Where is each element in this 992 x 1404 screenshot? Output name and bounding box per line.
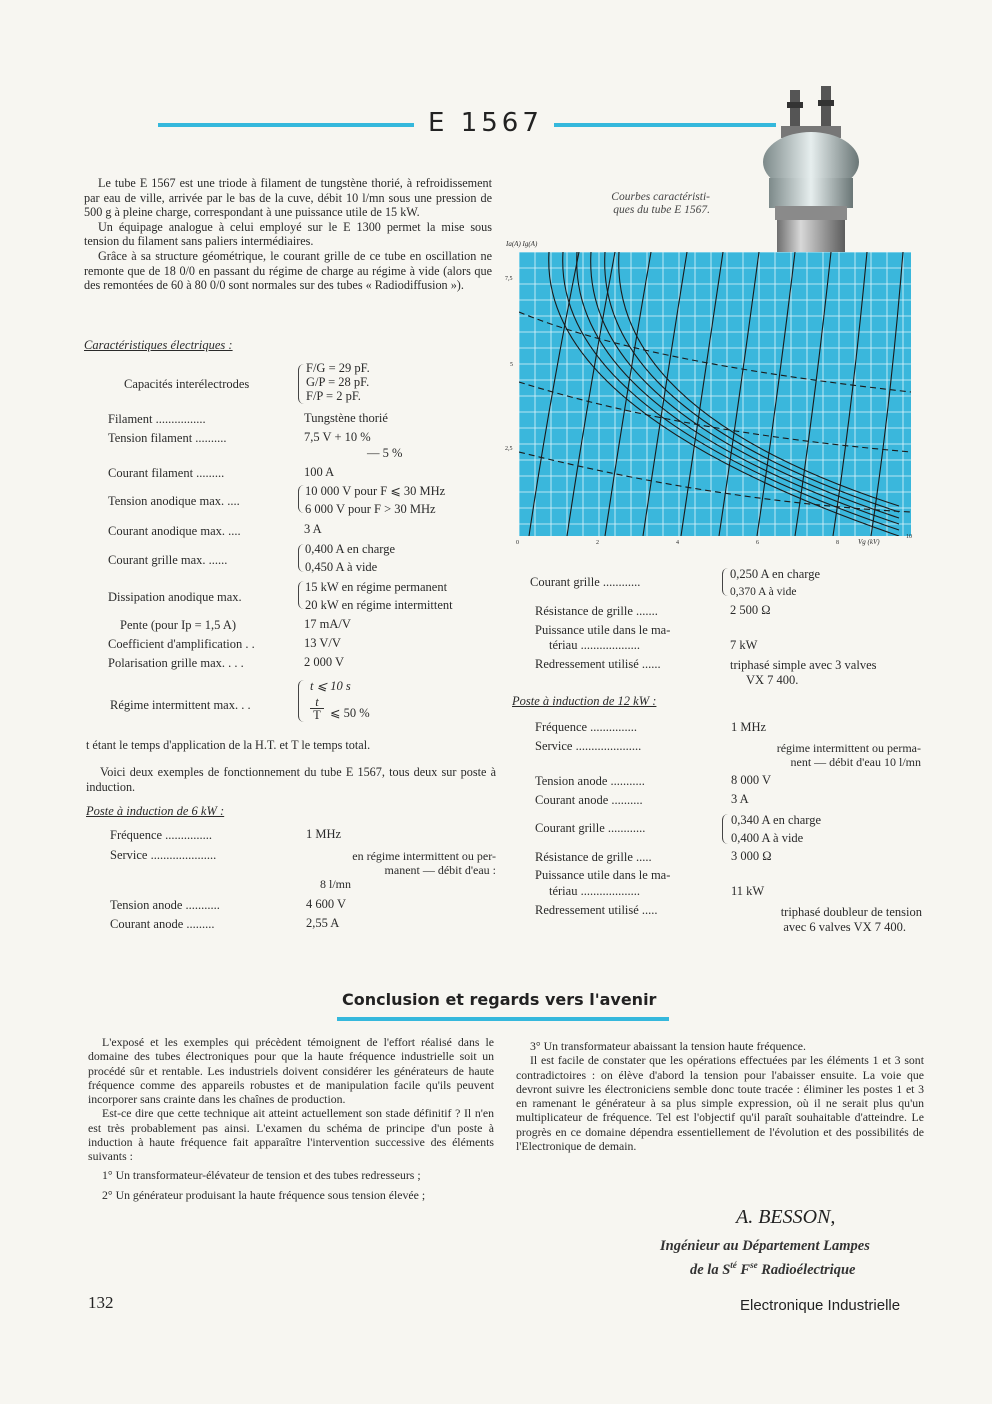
capacity-value: F/P = 2 pF. bbox=[306, 389, 361, 403]
poste6-tension-label: Tension anode ........... bbox=[110, 898, 220, 912]
company-sup: se bbox=[750, 1260, 758, 1270]
header-rule-right bbox=[554, 123, 776, 127]
examples-intro bbox=[86, 765, 496, 794]
conclusion-paragraph: 1° Un transformateur-élévateur de tension et des tubes redresseurs ; bbox=[102, 1167, 421, 1182]
tension-anodique-label: Tension anodique max. .... bbox=[108, 494, 240, 508]
conclusion-paragraph: 2° Un générateur produisant la haute fréquence sous tension élevée ; bbox=[102, 1187, 426, 1202]
company-text: Radioélectrique bbox=[757, 1261, 856, 1278]
p12-courant-grille-value: 0,400 A à vide bbox=[731, 831, 804, 845]
company-text: F bbox=[736, 1261, 751, 1278]
p12-redressement-label: Redressement utilisé ..... bbox=[535, 903, 658, 917]
brace bbox=[722, 814, 728, 844]
intro-paragraph: Le tube E 1567 est une triode à filament de tungstène thorié, à refroidissement par eau de ville, arrivée par le bas de la cuve, débit 10 l/mn sous une pression de 500 g à pleine charge, correspondant à une puissance utile de 15 kW. bbox=[84, 176, 492, 220]
poste6-service-value bbox=[304, 849, 496, 891]
brace bbox=[298, 581, 304, 609]
p6c-resistance-label: Résistance de grille ....... bbox=[535, 604, 658, 618]
p12-courant-grille-label: Courant grille ............ bbox=[535, 821, 646, 835]
graph-curves bbox=[519, 252, 911, 536]
poste6-service-label: Service ..................... bbox=[110, 848, 217, 862]
filament-label: Filament ................ bbox=[108, 412, 206, 426]
coefficient-label: Coefficient d'amplification . . bbox=[108, 637, 255, 651]
p12-puissance-label-1: Puissance utile dans le ma- bbox=[535, 868, 671, 882]
regime-value-2: ⩽ 50 % bbox=[330, 706, 370, 720]
poste6-heading: Poste à induction de 6 kW : bbox=[86, 804, 225, 818]
p6c-puissance-value: 7 kW bbox=[730, 638, 758, 652]
conclusion-right bbox=[516, 1039, 924, 1153]
service-line: régime intermittent ou perma- bbox=[776, 741, 921, 755]
graph-x-tick: 6 bbox=[756, 540, 759, 546]
courant-anodique-value: 3 A bbox=[304, 522, 322, 536]
service-line: 8 l/mn bbox=[320, 877, 352, 891]
anode-curve bbox=[605, 252, 651, 536]
graph-x-tick: 0 bbox=[516, 540, 519, 546]
brace bbox=[722, 568, 728, 596]
service-line: en régime intermittent ou per- bbox=[352, 849, 496, 863]
p6c-puissance-label-1: Puissance utile dans le ma- bbox=[535, 623, 671, 637]
anode-curve bbox=[681, 252, 723, 536]
courant-filament-value: 100 A bbox=[304, 465, 335, 479]
conclusion-paragraph: L'exposé et les exemples qui précèdent témoignent de l'effort réalisé dans le domaine des tubes électroniques pour que la haute fréquence industrielle soit un procédé sûr et rentable. Les industriels doivent considérer les générateurs de haute fréquence comme des appareils robustes et de manipulation facile qu'ils peuvent incorporer sans crainte dans les chaînes de production. bbox=[88, 1035, 494, 1107]
service-line: nent — débit d'eau 10 l/mn bbox=[790, 755, 921, 769]
courant-anodique-label: Courant anodique max. .... bbox=[108, 524, 241, 538]
conclusion-left bbox=[88, 1035, 494, 1202]
p12-tension-label: Tension anode ........... bbox=[535, 774, 645, 788]
note-text bbox=[86, 738, 496, 753]
dissipation-curve bbox=[519, 452, 911, 512]
polarisation-value: 2 000 V bbox=[304, 655, 345, 669]
tension-anodique-value: 10 000 V pour F ⩽ 30 MHz bbox=[305, 484, 446, 498]
anode-curve bbox=[529, 252, 579, 536]
intro-text bbox=[84, 176, 492, 293]
conclusion-rule bbox=[337, 1017, 669, 1021]
graph-caption bbox=[580, 191, 710, 217]
brace bbox=[298, 485, 304, 513]
author-title: Ingénieur au Département Lampes bbox=[660, 1238, 870, 1254]
capacities-label: Capacités interélectrodes bbox=[124, 377, 250, 391]
capacity-value: G/P = 28 pF. bbox=[306, 375, 370, 389]
courant-grille-value: 0,450 A à vide bbox=[305, 560, 378, 574]
regime-value-1: t ⩽ 10 s bbox=[310, 679, 351, 693]
redressement-line: triphasé simple avec 3 valves bbox=[730, 658, 877, 672]
p6c-courant-grille-value: 0,250 A en charge bbox=[730, 567, 821, 581]
pente-label: Pente (pour Ip = 1,5 A) bbox=[120, 618, 237, 632]
redressement-line: triphasé doubleur de tension bbox=[780, 905, 922, 919]
tension-anodique-value: 6 000 V pour F > 30 MHz bbox=[305, 502, 436, 516]
regime-label: Régime intermittent max. . . bbox=[110, 698, 251, 712]
p6c-puissance-label-2: tériau ................... bbox=[549, 638, 640, 652]
conclusion-heading: Conclusion et regards vers l'avenir bbox=[342, 990, 657, 1009]
p12-resistance-value: 3 000 Ω bbox=[731, 849, 772, 863]
p12-frequence-value: 1 MHz bbox=[731, 720, 767, 734]
graph-x-tick: 8 bbox=[836, 540, 839, 546]
p12-redressement-value bbox=[731, 905, 922, 935]
graph-x-tick: 10 bbox=[906, 534, 912, 540]
graph-svg bbox=[519, 252, 911, 536]
caption-line: ques du tube E 1567. bbox=[613, 204, 710, 216]
author-company bbox=[690, 1260, 855, 1279]
poste6-courant-value: 2,55 A bbox=[306, 916, 340, 930]
intro-paragraph: Un équipage analogue à celui employé sur le E 1300 permet la mise sous tension du filament sans paliers intermédiaires. bbox=[84, 219, 492, 249]
conclusion-paragraph: Est-ce dire que cette technique ait atteint actuellement son stade définitif ? Il n'en est très probablement pas ainsi. L'examen du schéma de principe d'un poste à induction à haute fréquence fait apparaître l'intervention successive des éléments suivants : bbox=[88, 1106, 494, 1164]
p6c-redressement-value bbox=[730, 658, 876, 688]
poste6-frequence-value: 1 MHz bbox=[306, 827, 342, 841]
courant-filament-label: Courant filament ......... bbox=[108, 466, 225, 480]
p12-frequence-label: Fréquence ............... bbox=[535, 720, 638, 734]
dissipation-value: 15 kW en régime permanent bbox=[305, 580, 448, 594]
tension-filament-value-2: — 5 % bbox=[367, 446, 403, 460]
journal-name: Electronique Industrielle bbox=[740, 1297, 901, 1314]
p6c-courant-grille-value: 0,370 A à vide bbox=[730, 586, 797, 598]
p12-tension-value: 8 000 V bbox=[731, 773, 772, 787]
graph-y-tick: 5 bbox=[510, 362, 513, 368]
filament-value: Tungstène thorié bbox=[304, 411, 388, 425]
grid-curve bbox=[577, 252, 899, 524]
header-rule-left bbox=[158, 123, 414, 127]
pente-value: 17 mA/V bbox=[304, 617, 351, 631]
author-name: A. BESSON, bbox=[736, 1206, 836, 1228]
regime-fraction-num: t bbox=[310, 696, 324, 709]
characteristic-curves-graph bbox=[519, 252, 911, 536]
dissipation-label: Dissipation anodique max. bbox=[108, 590, 242, 604]
page-number: 132 bbox=[88, 1293, 114, 1312]
polarisation-label: Polarisation grille max. . . . bbox=[108, 656, 244, 670]
p12-puissance-label-2: tériau ................... bbox=[549, 884, 640, 898]
p12-resistance-label: Résistance de grille ..... bbox=[535, 850, 652, 864]
company-text: de la S bbox=[690, 1261, 731, 1278]
p12-puissance-value: 11 kW bbox=[731, 884, 765, 898]
note-paragraph: t étant le temps d'application de la H.T. et T le temps total. bbox=[86, 738, 371, 752]
courant-grille-value: 0,400 A en charge bbox=[305, 542, 396, 556]
graph-y-tick: 2,5 bbox=[505, 446, 513, 452]
poste6-tension-value: 4 600 V bbox=[306, 897, 347, 911]
tension-filament-label: Tension filament .......... bbox=[108, 431, 227, 445]
conclusion-paragraph: Il est facile de constater que les opérations effectuées par les éléments 1 et 3 sont contradictoires : on élève d'abord la tension pour l'abaisser ensuite. La voie que devront suivre les électroniciens semble donc toute tracée : éliminer les postes 1 et 3 en ramenant le générateur à sa plus simple expression, où il ne serait plus qu'un multiplicateur de fréquence. Tel est l'objectif qu'il paraît souhaitable d'atteindre. Le progrès en ce domaine dépendra essentiellement de l'évolution et des possibilités de l'Electronique de demain. bbox=[516, 1053, 924, 1154]
conclusion-paragraph: 3° Un transformateur abaissant la tension haute fréquence. bbox=[530, 1039, 806, 1053]
regime-fraction bbox=[310, 696, 324, 721]
p12-service-label: Service ..................... bbox=[535, 739, 642, 753]
examples-paragraph: Voici deux exemples de fonctionnement du tube E 1567, tous deux sur poste à induction. bbox=[86, 765, 496, 794]
graph-x-axis-label: Vg (kV) bbox=[858, 538, 880, 546]
redressement-line: VX 7 400. bbox=[746, 673, 799, 687]
caption-line: Courbes caractéristi- bbox=[611, 191, 710, 203]
p6c-resistance-value: 2 500 Ω bbox=[730, 603, 771, 617]
p12-courant-label: Courant anode .......... bbox=[535, 793, 643, 807]
courant-grille-label: Courant grille max. ...... bbox=[108, 553, 228, 567]
page-title: E 1567 bbox=[428, 108, 543, 138]
characteristics-heading: Caractéristiques électriques : bbox=[84, 338, 233, 352]
tension-filament-value: 7,5 V + 10 % bbox=[304, 430, 371, 444]
capacity-value: F/G = 29 pF. bbox=[306, 361, 370, 375]
graph-y-tick: 7,5 bbox=[505, 276, 513, 282]
graph-y-axis-label: Ia(A) Ig(A) bbox=[506, 240, 538, 248]
p12-service-value bbox=[731, 741, 921, 769]
p12-courant-grille-value: 0,340 A en charge bbox=[731, 813, 822, 827]
p6c-redressement-label: Redressement utilisé ...... bbox=[535, 657, 661, 671]
p12-courant-value: 3 A bbox=[731, 792, 749, 806]
brace bbox=[298, 544, 304, 572]
anode-curve bbox=[643, 252, 687, 536]
p6c-courant-grille-label: Courant grille ............ bbox=[530, 575, 641, 589]
regime-fraction-den: T bbox=[313, 708, 321, 722]
brace bbox=[298, 364, 304, 404]
graph-x-tick: 2 bbox=[596, 540, 599, 546]
company-sup: té bbox=[730, 1260, 737, 1270]
intro-paragraph: Grâce à sa structure géométrique, le courant grille de ce tube en oscillation ne remonte que de 18 0/0 en passant du régime de charge au régime à vide (alors que des remontées de 60 à 80 0/0 sont normales sur des tubes « Radiodiffusion »). bbox=[84, 248, 492, 293]
coefficient-value: 13 V/V bbox=[304, 636, 341, 650]
brace bbox=[298, 680, 304, 722]
service-line: manent — débit d'eau : bbox=[384, 863, 496, 877]
anode-curve bbox=[795, 252, 831, 536]
poste6-courant-label: Courant anode ......... bbox=[110, 917, 215, 931]
poste12-heading: Poste à induction de 12 kW : bbox=[512, 694, 657, 708]
graph-x-tick: 4 bbox=[676, 540, 679, 546]
poste6-frequence-label: Fréquence ............... bbox=[110, 828, 213, 842]
redressement-line: avec 6 valves VX 7 400. bbox=[783, 920, 906, 934]
dissipation-value: 20 kW en régime intermittent bbox=[305, 598, 453, 612]
